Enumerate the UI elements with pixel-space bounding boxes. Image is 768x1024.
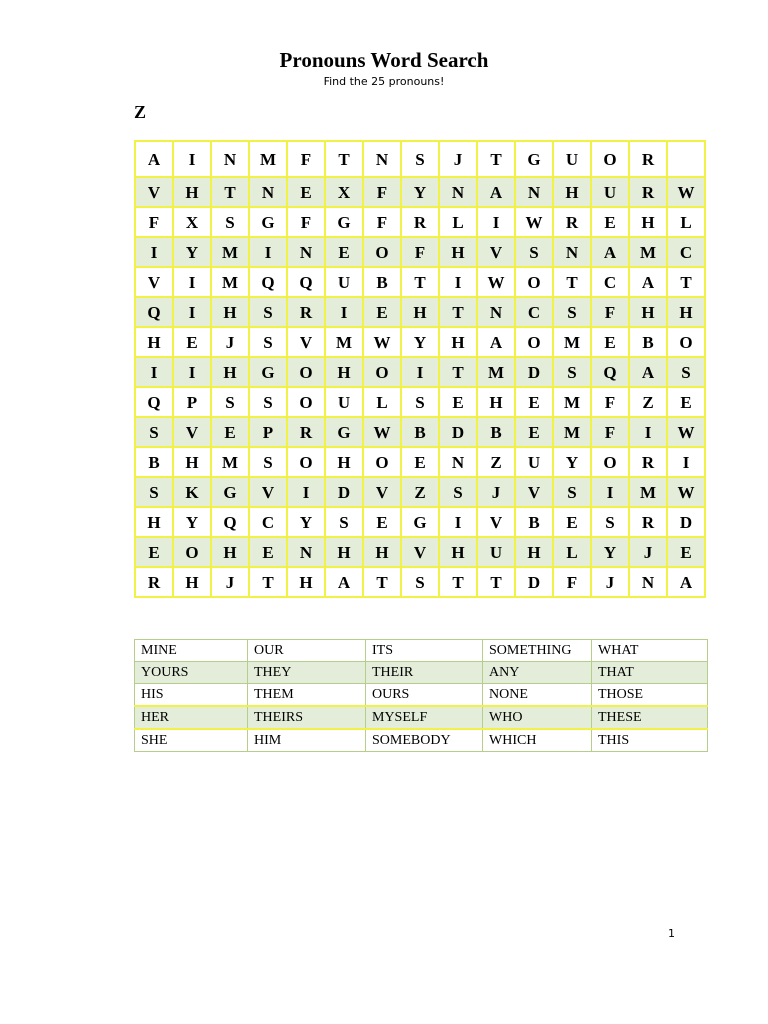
grid-cell: E xyxy=(211,417,249,447)
grid-cell: R xyxy=(629,177,667,207)
grid-cell: N xyxy=(211,141,249,177)
grid-cell: T xyxy=(477,141,515,177)
grid-row xyxy=(135,327,705,357)
grid-cell: Y xyxy=(591,537,629,567)
word-list-item: MINE xyxy=(135,640,248,662)
grid-cell: T xyxy=(553,267,591,297)
grid-cell: Y xyxy=(173,507,211,537)
grid-cell: E xyxy=(249,537,287,567)
grid-cell: B xyxy=(515,507,553,537)
grid-cell: U xyxy=(515,447,553,477)
grid-cell: N xyxy=(439,447,477,477)
grid-cell: H xyxy=(173,177,211,207)
grid-cell: H xyxy=(135,327,173,357)
grid-cell: Y xyxy=(287,507,325,537)
grid-cell: I xyxy=(477,207,515,237)
grid-cell: O xyxy=(287,357,325,387)
grid-cell: C xyxy=(667,237,705,267)
grid-cell: W xyxy=(667,177,705,207)
grid-cell: H xyxy=(173,447,211,477)
grid-cell: N xyxy=(439,177,477,207)
word-list-item: THEY xyxy=(248,662,366,684)
word-list-item: THAT xyxy=(592,662,708,684)
grid-cell: E xyxy=(401,447,439,477)
grid-row xyxy=(135,267,705,297)
word-list-item: ANY xyxy=(483,662,592,684)
grid-cell: F xyxy=(553,567,591,597)
grid-cell: E xyxy=(553,507,591,537)
grid-cell: F xyxy=(591,297,629,327)
grid-cell: Q xyxy=(591,357,629,387)
grid-cell: S xyxy=(553,357,591,387)
grid-cell: W xyxy=(667,417,705,447)
word-list-item: ITS xyxy=(366,640,483,662)
grid-cell: Z xyxy=(629,387,667,417)
grid-cell: R xyxy=(135,567,173,597)
grid-cell: E xyxy=(591,327,629,357)
word-list-row xyxy=(135,640,708,662)
grid-cell: V xyxy=(401,537,439,567)
grid-cell: O xyxy=(515,267,553,297)
grid-cell: S xyxy=(211,387,249,417)
grid-cell: O xyxy=(287,447,325,477)
grid-cell: C xyxy=(515,297,553,327)
grid-cell: T xyxy=(667,267,705,297)
grid-cell: U xyxy=(325,267,363,297)
grid-cell: I xyxy=(173,141,211,177)
grid-cell: F xyxy=(591,417,629,447)
grid-cell: S xyxy=(135,417,173,447)
grid-cell: C xyxy=(591,267,629,297)
grid-row xyxy=(135,417,705,447)
grid-cell: G xyxy=(249,357,287,387)
word-list-item: WHO xyxy=(483,706,592,729)
word-list-item: THEIR xyxy=(366,662,483,684)
grid-cell: B xyxy=(477,417,515,447)
word-list-item: NONE xyxy=(483,684,592,707)
grid-cell: Q xyxy=(287,267,325,297)
grid-row xyxy=(135,477,705,507)
grid-cell: D xyxy=(515,567,553,597)
grid-cell: B xyxy=(135,447,173,477)
grid-cell: H xyxy=(173,567,211,597)
grid-cell: H xyxy=(325,447,363,477)
grid-cell: H xyxy=(667,297,705,327)
grid-cell: I xyxy=(439,267,477,297)
grid-cell: H xyxy=(629,297,667,327)
grid-cell: A xyxy=(629,357,667,387)
grid-cell: F xyxy=(287,141,325,177)
grid-cell: J xyxy=(211,567,249,597)
grid-row xyxy=(135,177,705,207)
grid-cell: J xyxy=(591,567,629,597)
word-list-item: HIM xyxy=(248,729,366,752)
grid-cell: S xyxy=(401,387,439,417)
grid-cell: D xyxy=(439,417,477,447)
page-number: 1 xyxy=(668,927,675,940)
word-list-item: THEIRS xyxy=(248,706,366,729)
grid-cell: T xyxy=(401,267,439,297)
grid-cell: V xyxy=(249,477,287,507)
grid-cell: G xyxy=(325,417,363,447)
grid-cell: A xyxy=(477,327,515,357)
grid-cell: I xyxy=(287,477,325,507)
word-list-item: OUR xyxy=(248,640,366,662)
grid-row xyxy=(135,141,705,177)
grid-cell: O xyxy=(173,537,211,567)
grid-cell: U xyxy=(591,177,629,207)
grid-cell: E xyxy=(515,387,553,417)
grid-cell: L xyxy=(667,207,705,237)
grid-cell: A xyxy=(325,567,363,597)
grid-cell: J xyxy=(629,537,667,567)
grid-cell: E xyxy=(135,537,173,567)
stray-letter: Z xyxy=(134,102,147,122)
grid-cell: H xyxy=(287,567,325,597)
grid-cell: V xyxy=(515,477,553,507)
word-list-item: OURS xyxy=(366,684,483,707)
grid-cell: V xyxy=(287,327,325,357)
word-list-item: WHAT xyxy=(592,640,708,662)
grid-cell: Q xyxy=(211,507,249,537)
grid-cell: U xyxy=(553,141,591,177)
grid-cell: M xyxy=(249,141,287,177)
grid-cell: T xyxy=(325,141,363,177)
grid-cell: F xyxy=(363,207,401,237)
grid-cell: W xyxy=(477,267,515,297)
grid-cell: M xyxy=(553,327,591,357)
grid-cell: T xyxy=(211,177,249,207)
grid-cell: U xyxy=(477,537,515,567)
grid-cell: I xyxy=(591,477,629,507)
grid-cell: H xyxy=(211,357,249,387)
grid-cell: H xyxy=(477,387,515,417)
grid-cell: N xyxy=(363,141,401,177)
word-list-item: MYSELF xyxy=(366,706,483,729)
grid-cell: V xyxy=(363,477,401,507)
grid-cell: W xyxy=(515,207,553,237)
grid-cell: T xyxy=(477,567,515,597)
grid-cell: R xyxy=(287,297,325,327)
grid-cell: H xyxy=(135,507,173,537)
word-list-item: THESE xyxy=(592,706,708,729)
grid-cell: P xyxy=(249,417,287,447)
grid-cell: V xyxy=(173,417,211,447)
grid-cell: D xyxy=(667,507,705,537)
grid-cell: R xyxy=(401,207,439,237)
grid-cell: J xyxy=(477,477,515,507)
grid-cell: B xyxy=(401,417,439,447)
grid-cell: H xyxy=(439,537,477,567)
grid-cell: V xyxy=(477,507,515,537)
grid-cell: P xyxy=(173,387,211,417)
grid-cell: T xyxy=(249,567,287,597)
grid-cell: I xyxy=(667,447,705,477)
word-list-item: HIS xyxy=(135,684,248,707)
grid-cell: M xyxy=(477,357,515,387)
word-list-item: THEM xyxy=(248,684,366,707)
grid-cell: N xyxy=(515,177,553,207)
grid-cell: A xyxy=(667,567,705,597)
grid-cell: Q xyxy=(249,267,287,297)
grid-cell: N xyxy=(553,237,591,267)
grid-row xyxy=(135,237,705,267)
grid-cell: C xyxy=(249,507,287,537)
grid-cell: Y xyxy=(553,447,591,477)
grid-cell: X xyxy=(325,177,363,207)
grid-cell: Q xyxy=(135,297,173,327)
grid-cell: H xyxy=(211,297,249,327)
grid-cell: L xyxy=(553,537,591,567)
grid-cell: F xyxy=(591,387,629,417)
letter-grid xyxy=(134,140,706,598)
grid-cell: I xyxy=(439,507,477,537)
grid-cell: F xyxy=(287,207,325,237)
grid-cell: B xyxy=(363,267,401,297)
grid-cell: D xyxy=(325,477,363,507)
grid-cell: A xyxy=(591,237,629,267)
grid-cell: H xyxy=(629,207,667,237)
grid-cell: A xyxy=(477,177,515,207)
grid-cell: S xyxy=(249,327,287,357)
grid-cell: G xyxy=(325,207,363,237)
grid-cell: I xyxy=(249,237,287,267)
grid-cell: M xyxy=(553,417,591,447)
grid-row xyxy=(135,447,705,477)
grid-cell: I xyxy=(135,357,173,387)
grid-cell: M xyxy=(629,237,667,267)
grid-cell: O xyxy=(287,387,325,417)
grid-cell: T xyxy=(439,357,477,387)
grid-cell: G xyxy=(249,207,287,237)
grid-cell: H xyxy=(439,327,477,357)
grid-cell: V xyxy=(477,237,515,267)
grid-cell: W xyxy=(363,417,401,447)
grid-cell: D xyxy=(515,357,553,387)
grid-cell: W xyxy=(667,477,705,507)
grid-cell: V xyxy=(135,177,173,207)
grid-cell: H xyxy=(553,177,591,207)
grid-cell: S xyxy=(249,447,287,477)
grid-cell: E xyxy=(287,177,325,207)
grid-cell: R xyxy=(629,507,667,537)
grid-cell: Q xyxy=(135,387,173,417)
grid-cell: T xyxy=(439,297,477,327)
grid-cell: F xyxy=(401,237,439,267)
grid-cell: N xyxy=(477,297,515,327)
word-list-row xyxy=(135,706,708,729)
grid-cell: N xyxy=(629,567,667,597)
grid-cell: S xyxy=(325,507,363,537)
grid-cell: E xyxy=(439,387,477,417)
grid-cell: F xyxy=(363,177,401,207)
grid-cell: R xyxy=(553,207,591,237)
grid-cell: I xyxy=(135,237,173,267)
grid-cell: O xyxy=(591,141,629,177)
grid-cell: S xyxy=(515,237,553,267)
grid-row xyxy=(135,507,705,537)
grid-cell: H xyxy=(363,537,401,567)
grid-cell: J xyxy=(211,327,249,357)
grid-cell: I xyxy=(173,357,211,387)
grid-cell: Z xyxy=(401,477,439,507)
grid-cell: S xyxy=(401,567,439,597)
grid-cell: E xyxy=(515,417,553,447)
grid-cell: O xyxy=(363,447,401,477)
grid-cell: V xyxy=(135,267,173,297)
grid-cell: F xyxy=(135,207,173,237)
grid-cell: E xyxy=(363,507,401,537)
grid-cell: G xyxy=(515,141,553,177)
grid-cell: Y xyxy=(401,177,439,207)
grid-cell: H xyxy=(401,297,439,327)
word-list-item: WHICH xyxy=(483,729,592,752)
grid-cell xyxy=(667,141,705,177)
grid-cell: T xyxy=(439,567,477,597)
grid-cell: N xyxy=(287,237,325,267)
grid-cell: I xyxy=(629,417,667,447)
grid-cell: H xyxy=(325,357,363,387)
grid-cell: L xyxy=(439,207,477,237)
grid-cell: M xyxy=(211,267,249,297)
grid-cell: W xyxy=(363,327,401,357)
grid-cell: S xyxy=(401,141,439,177)
word-list-item: SOMEBODY xyxy=(366,729,483,752)
grid-row xyxy=(135,567,705,597)
grid-cell: O xyxy=(363,357,401,387)
grid-cell: E xyxy=(173,327,211,357)
word-list-item: THIS xyxy=(592,729,708,752)
word-list-row xyxy=(135,684,708,707)
grid-cell: M xyxy=(211,237,249,267)
grid-cell: S xyxy=(553,297,591,327)
grid-cell: E xyxy=(591,207,629,237)
grid-cell: Y xyxy=(401,327,439,357)
grid-cell: I xyxy=(325,297,363,327)
grid-cell: A xyxy=(629,267,667,297)
grid-cell: U xyxy=(325,387,363,417)
grid-row xyxy=(135,537,705,567)
grid-cell: O xyxy=(515,327,553,357)
word-list-table xyxy=(134,639,708,752)
grid-row xyxy=(135,357,705,387)
word-list-item: THOSE xyxy=(592,684,708,707)
grid-cell: I xyxy=(173,267,211,297)
word-list-item: YOURS xyxy=(135,662,248,684)
grid-cell: M xyxy=(211,447,249,477)
grid-cell: M xyxy=(629,477,667,507)
grid-cell: S xyxy=(553,477,591,507)
grid-cell: H xyxy=(515,537,553,567)
word-list-item: SHE xyxy=(135,729,248,752)
grid-cell: E xyxy=(667,387,705,417)
grid-cell: H xyxy=(211,537,249,567)
grid-cell: E xyxy=(667,537,705,567)
grid-cell: I xyxy=(173,297,211,327)
grid-row xyxy=(135,387,705,417)
grid-cell: S xyxy=(249,387,287,417)
grid-cell: R xyxy=(629,447,667,477)
page-title: Pronouns Word Search xyxy=(279,48,489,72)
grid-cell: E xyxy=(363,297,401,327)
grid-cell: I xyxy=(401,357,439,387)
grid-cell: O xyxy=(363,237,401,267)
grid-cell: O xyxy=(667,327,705,357)
grid-cell: J xyxy=(439,141,477,177)
grid-cell: Y xyxy=(173,237,211,267)
grid-cell: G xyxy=(401,507,439,537)
grid-cell: A xyxy=(135,141,173,177)
grid-row xyxy=(135,207,705,237)
grid-cell: O xyxy=(591,447,629,477)
grid-cell: H xyxy=(325,537,363,567)
grid-cell: S xyxy=(249,297,287,327)
grid-cell: S xyxy=(667,357,705,387)
grid-cell: G xyxy=(211,477,249,507)
grid-cell: Z xyxy=(477,447,515,477)
grid-cell: L xyxy=(363,387,401,417)
grid-cell: N xyxy=(287,537,325,567)
grid-cell: S xyxy=(135,477,173,507)
grid-cell: H xyxy=(439,237,477,267)
grid-cell: R xyxy=(629,141,667,177)
grid-cell: T xyxy=(363,567,401,597)
grid-cell: R xyxy=(287,417,325,447)
grid-cell: S xyxy=(439,477,477,507)
subtitle: Find the 25 pronouns! xyxy=(323,75,445,88)
word-list-row xyxy=(135,729,708,752)
grid-cell: K xyxy=(173,477,211,507)
grid-cell: E xyxy=(325,237,363,267)
grid-cell: X xyxy=(173,207,211,237)
grid-cell: S xyxy=(591,507,629,537)
grid-cell: S xyxy=(211,207,249,237)
grid-cell: B xyxy=(629,327,667,357)
word-list-row xyxy=(135,662,708,684)
grid-row xyxy=(135,297,705,327)
word-list-item: SOMETHING xyxy=(483,640,592,662)
grid-cell: N xyxy=(249,177,287,207)
grid-cell: M xyxy=(553,387,591,417)
word-list-item: HER xyxy=(135,706,248,729)
grid-cell: M xyxy=(325,327,363,357)
